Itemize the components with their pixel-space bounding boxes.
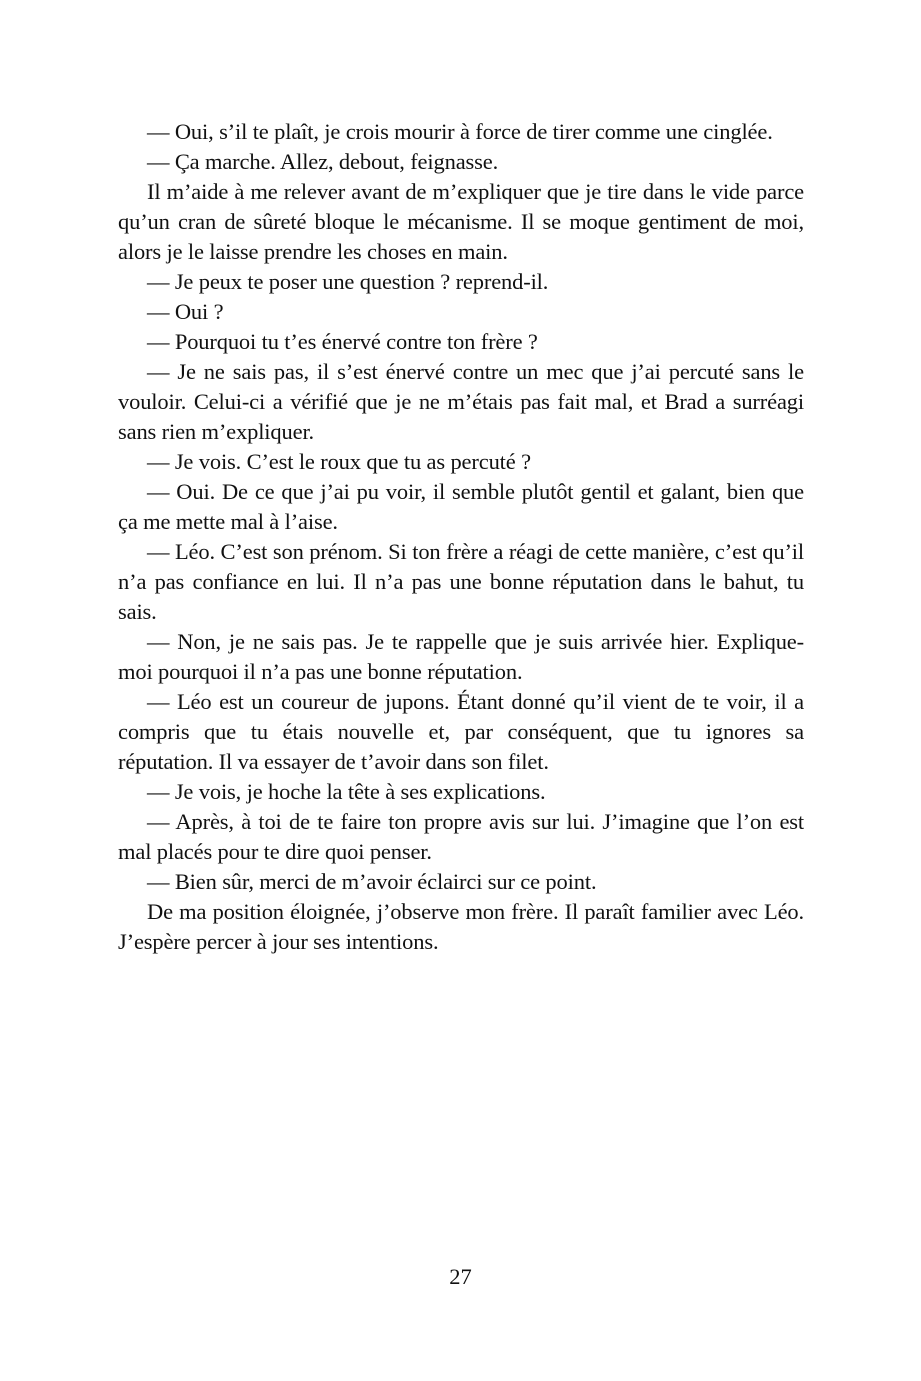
paragraph: — Non, je ne sais pas. Je te rappelle que je suis arrivée hier. Explique-moi pourquoi il n’a pas une bonne réputation. bbox=[118, 629, 804, 684]
paragraph: — Oui ? bbox=[147, 299, 224, 324]
body-text bbox=[118, 117, 804, 957]
paragraph: — Léo est un coureur de jupons. Étant donné qu’il vient de te voir, il a compris que tu étais nouvelle et, par conséquent, que tu ignores sa réputation. Il va essayer de t’avoir dans son filet. bbox=[118, 689, 804, 774]
paragraph: — Je peux te poser une question ? reprend-il. bbox=[147, 269, 549, 294]
paragraph: — Bien sûr, merci de m’avoir éclairci sur ce point. bbox=[147, 869, 597, 894]
paragraph: — Je vois, je hoche la tête à ses explications. bbox=[147, 779, 546, 804]
page-number: 27 bbox=[449, 1264, 472, 1289]
paragraph: — Léo. C’est son prénom. Si ton frère a réagi de cette manière, c’est qu’il n’a pas confiance en lui. Il n’a pas une bonne réputation dans le bahut, tu sais. bbox=[118, 539, 804, 624]
paragraph: — Je vois. C’est le roux que tu as percuté ? bbox=[147, 449, 531, 474]
paragraph: De ma position éloignée, j’observe mon frère. Il paraît familier avec Léo. J’espère percer à jour ses intentions. bbox=[118, 899, 804, 954]
paragraph: — Oui, s’il te plaît, je crois mourir à force de tirer comme une cinglée. bbox=[147, 119, 773, 144]
paragraph: Il m’aide à me relever avant de m’expliquer que je tire dans le vide parce qu’un cran de sûreté bloque le mécanisme. Il se moque gentiment de moi, alors je le laisse prendre les choses en main. bbox=[118, 179, 804, 264]
paragraph: — Après, à toi de te faire ton propre avis sur lui. J’imagine que l’on est mal placés pour te dire quoi penser. bbox=[118, 809, 804, 864]
paragraph: — Ça marche. Allez, debout, feignasse. bbox=[147, 149, 499, 174]
paragraph: — Pourquoi tu t’es énervé contre ton frère ? bbox=[147, 329, 538, 354]
paragraph: — Je ne sais pas, il s’est énervé contre un mec que j’ai percuté sans le vouloir. Celui-ci a vérifié que je ne m’étais pas fait mal, et Brad a surréagi sans rien m’expliquer. bbox=[118, 359, 804, 444]
paragraph: — Oui. De ce que j’ai pu voir, il semble plutôt gentil et galant, bien que ça me mette mal à l’aise. bbox=[118, 479, 804, 534]
